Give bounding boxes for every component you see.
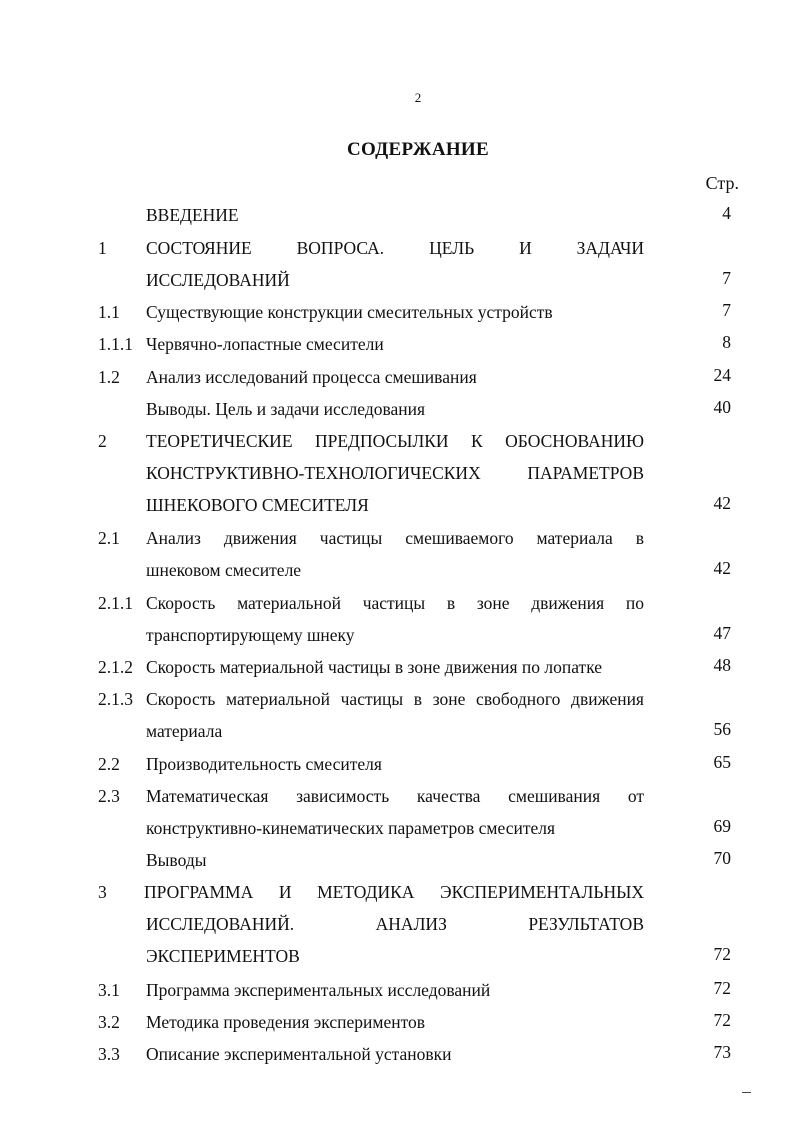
toc-entry-2-1-3[interactable] (0, 688, 793, 720)
toc-entry-2-1-continued[interactable] (0, 559, 793, 591)
toc-entry-2-continued[interactable] (0, 462, 793, 494)
toc-entry-title: Программа экспериментальных исследований (146, 980, 491, 1000)
toc-entry-title: Существующие конструкции смесительных устройств (146, 302, 553, 322)
toc-entry-2[interactable] (0, 430, 793, 462)
toc-entry-title-continued: конструктивно-кинематических параметров смесителя (146, 818, 556, 838)
toc-entry-2-2[interactable] (0, 753, 793, 785)
toc-entry-3-continued-2[interactable] (0, 945, 793, 977)
toc-entry-2-1-1[interactable] (0, 592, 793, 624)
toc-entry-number: 2.1.2 (98, 657, 133, 677)
toc-entry-2-1-2[interactable] (0, 656, 793, 688)
toc-entry-1-1[interactable] (0, 301, 793, 333)
toc-entry-3-2[interactable] (0, 1011, 793, 1043)
toc-entry-page: 8 (722, 332, 731, 352)
toc-entry-3-continued[interactable] (0, 913, 793, 945)
toc-entry-title: Червячно-лопастные смесители (146, 334, 384, 354)
toc-entry-number: 2.2 (98, 754, 120, 774)
toc-entry-page: 7 (722, 300, 731, 320)
toc-entry-2-1-3-continued[interactable] (0, 720, 793, 752)
toc-entry-introduction[interactable] (0, 204, 793, 236)
toc-entry-title: Анализ исследований процесса смешивания (146, 367, 477, 387)
toc-entry-3-3[interactable] (0, 1043, 793, 1075)
toc-entry-1-1-1[interactable] (0, 333, 793, 365)
toc-entry-title: ВВЕДЕНИЕ (146, 205, 239, 225)
toc-entry-number: 3.3 (98, 1044, 120, 1064)
toc-entry-number: 3.1 (98, 980, 120, 1000)
toc-entry-page: 4 (722, 203, 731, 223)
toc-entry-number: 1.1 (98, 302, 120, 322)
toc-entry-title: СОСТОЯНИЕ ВОПРОСА. ЦЕЛЬ И ЗАДАЧИ (146, 238, 644, 258)
toc-entry-title-continued: материала (146, 721, 223, 741)
toc-entry-title: ПРОГРАММА И МЕТОДИКА ЭКСПЕРИМЕНТАЛЬНЫХ (144, 882, 644, 902)
toc-entry-title: Методика проведения экспериментов (146, 1012, 426, 1032)
toc-entry-title: Производительность смесителя (146, 754, 382, 774)
toc-entry-number: 2.1 (98, 528, 120, 548)
toc-entry-1-2[interactable] (0, 366, 793, 398)
toc-entry-number: 1 (98, 238, 107, 258)
toc-entry-title: ТЕОРЕТИЧЕСКИЕ ПРЕДПОСЫЛКИ К ОБОСНОВАНИЮ (146, 431, 644, 451)
toc-entry-title: Скорость материальной частицы в зоне движения по (146, 593, 644, 613)
toc-entry-page: 7 (722, 268, 731, 288)
toc-entry-number: 2.1.3 (98, 689, 133, 709)
toc-entry-title-continued: ИССЛЕДОВАНИЙ (146, 270, 290, 290)
toc-entry-conclusions-2[interactable] (0, 849, 793, 881)
toc-entry-2-3[interactable] (0, 785, 793, 817)
toc-entry-2-1[interactable] (0, 527, 793, 559)
toc-entry-page: 24 (713, 365, 731, 385)
toc-entry-title-continued: ШНЕКОВОГО СМЕСИТЕЛЯ (146, 495, 369, 515)
toc-entry-number: 1.2 (98, 367, 120, 387)
toc-entry-2-3-continued[interactable] (0, 817, 793, 849)
toc-entry-1[interactable] (0, 237, 793, 269)
toc-entry-2-1-1-continued[interactable] (0, 624, 793, 656)
toc-entry-page: 48 (713, 655, 731, 675)
toc-entry-page: 42 (713, 558, 731, 578)
toc-entry-number: 3 (98, 882, 107, 902)
toc-entry-title: Выводы. Цель и задачи исследования (146, 399, 426, 419)
toc-entry-page: 72 (713, 978, 731, 998)
toc-entry-title-continued: шнековом смесителе (146, 560, 302, 580)
toc-entry-page: 47 (713, 623, 731, 643)
toc-entry-3[interactable] (0, 881, 793, 913)
toc-entry-page: 72 (713, 1010, 731, 1030)
toc-entry-title: Скорость материальной частицы в зоне движения по лопатке (146, 657, 603, 677)
toc-entry-title: Описание экспериментальной установки (146, 1044, 452, 1064)
toc-entry-page: 65 (713, 752, 731, 772)
toc-entry-title: Анализ движения частицы смешиваемого материала в (146, 528, 644, 548)
toc-entry-title: Выводы (146, 850, 207, 870)
page-column-header: Стр. (705, 173, 739, 193)
toc-entry-page: 69 (713, 816, 731, 836)
page-title: СОДЕРЖАНИЕ (347, 139, 489, 160)
toc-entry-title-continued: КОНСТРУКТИВНО-ТЕХНОЛОГИЧЕСКИХ ПАРАМЕТРОВ (146, 463, 644, 483)
toc-entry-page: 56 (713, 719, 731, 739)
toc-entry-page: 73 (713, 1042, 731, 1062)
toc-entry-conclusions-1[interactable] (0, 398, 793, 430)
toc-entry-number: 1.1.1 (98, 334, 133, 354)
toc-entry-1-continued[interactable] (0, 269, 793, 301)
toc-entry-title-continued: ЭКСПЕРИМЕНТОВ (146, 946, 300, 966)
toc-entry-page: 40 (713, 397, 731, 417)
scan-mark (742, 1092, 751, 1093)
page-number: 2 (414, 90, 422, 105)
toc-entry-page: 42 (713, 493, 731, 513)
toc-entry-2-continued-2[interactable] (0, 494, 793, 526)
toc-entry-title-continued: ИССЛЕДОВАНИЙ. АНАЛИЗ РЕЗУЛЬТАТОВ (146, 914, 644, 934)
toc-entry-number: 2 (98, 431, 107, 451)
toc-entry-page: 70 (713, 848, 731, 868)
toc-entry-3-1[interactable] (0, 979, 793, 1011)
toc-entry-title: Скорость материальной частицы в зоне свободного движения (146, 689, 644, 709)
toc-entry-title: Математическая зависимость качества смешивания от (146, 786, 644, 806)
toc-entry-title-continued: транспортирующему шнеку (146, 625, 355, 645)
toc-entry-number: 3.2 (98, 1012, 120, 1032)
toc-entry-page: 72 (713, 944, 731, 964)
toc-entry-number: 2.3 (98, 786, 120, 806)
toc-entry-number: 2.1.1 (98, 593, 133, 613)
